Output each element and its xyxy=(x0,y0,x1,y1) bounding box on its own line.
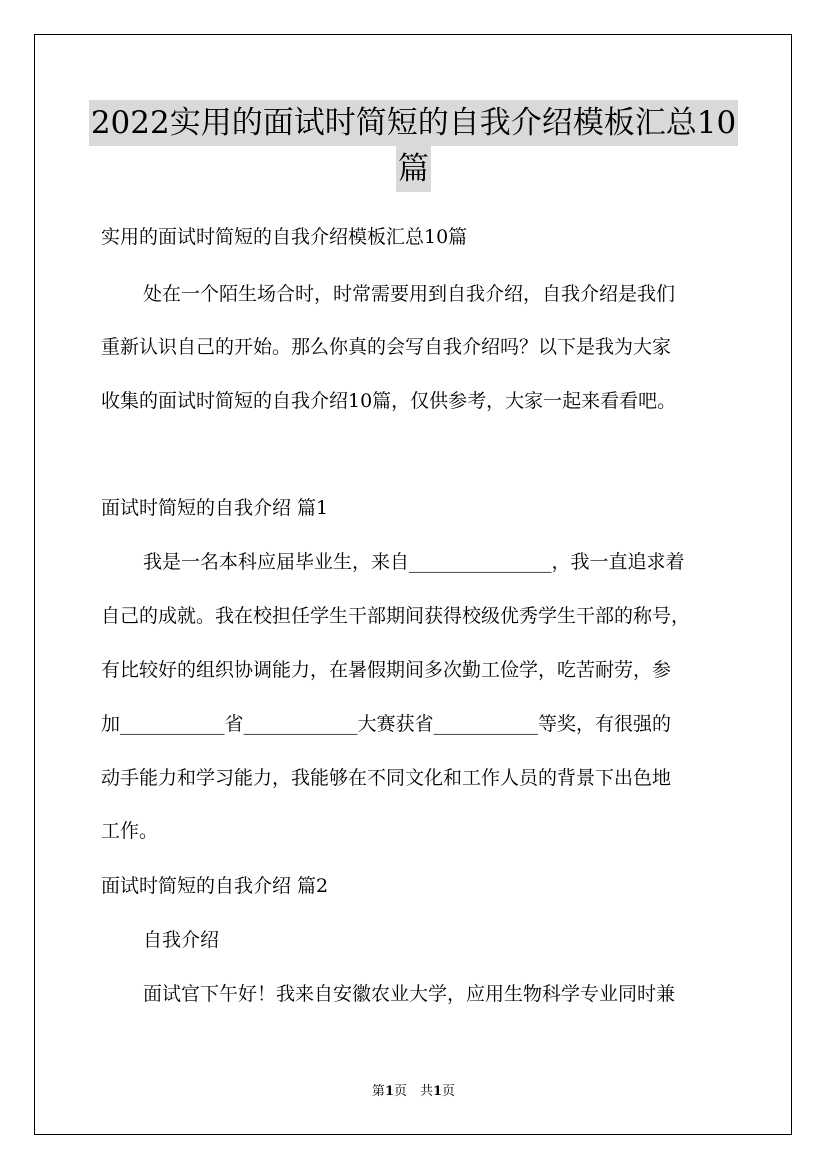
title-line-2: 篇 xyxy=(396,146,431,192)
section1-line: 我是一名本科应届毕业生，来自_______________，我一直追求着 xyxy=(143,551,685,573)
section-heading-1: 面试时简短的自我介绍 篇1 xyxy=(101,497,329,519)
intro-line: 重新认识自己的开始。那么你真的会写自我介绍吗？以下是我为大家 xyxy=(101,336,672,358)
section2-line: 自我介绍 xyxy=(143,929,220,951)
title-line-1: 2022实用的面试时简短的自我介绍模板汇总10 xyxy=(89,100,738,146)
footer-total-pages: 1 xyxy=(433,1084,443,1099)
section2-line: 面试官下午好！我来自安徽农业大学，应用生物科学专业同时兼 xyxy=(143,983,676,1005)
document-subtitle: 实用的面试时简短的自我介绍模板汇总10篇 xyxy=(101,226,468,248)
intro-line: 处在一个陌生场合时，时常需要用到自我介绍，自我介绍是我们 xyxy=(143,283,676,305)
document-title xyxy=(0,100,827,146)
section1-line: 自己的成就。我在校担任学生干部期间获得校级优秀学生干部的称号， xyxy=(101,605,691,627)
document-title-continued xyxy=(0,146,827,192)
footer-suffix: 页 xyxy=(442,1084,456,1099)
section1-line: 动手能力和学习能力，我能够在不同文化和工作人员的背景下出色地 xyxy=(101,767,672,789)
section1-line: 工作。 xyxy=(101,820,159,842)
footer-mid: 页 共 xyxy=(393,1084,433,1099)
section1-line: 有比较好的组织协调能力，在暑假期间多次勤工俭学，吃苦耐劳，参 xyxy=(101,659,672,681)
page-border xyxy=(34,34,792,1135)
page-footer xyxy=(0,1083,827,1101)
section1-line: 加___________省____________大赛获省___________等奖，有很强的 xyxy=(101,713,672,735)
footer-prefix: 第 xyxy=(371,1084,385,1099)
section-heading-2: 面试时简短的自我介绍 篇2 xyxy=(101,875,329,897)
footer-current-page: 1 xyxy=(384,1084,394,1099)
intro-line: 收集的面试时简短的自我介绍10篇，仅供参考，大家一起来看看吧。 xyxy=(101,390,677,412)
